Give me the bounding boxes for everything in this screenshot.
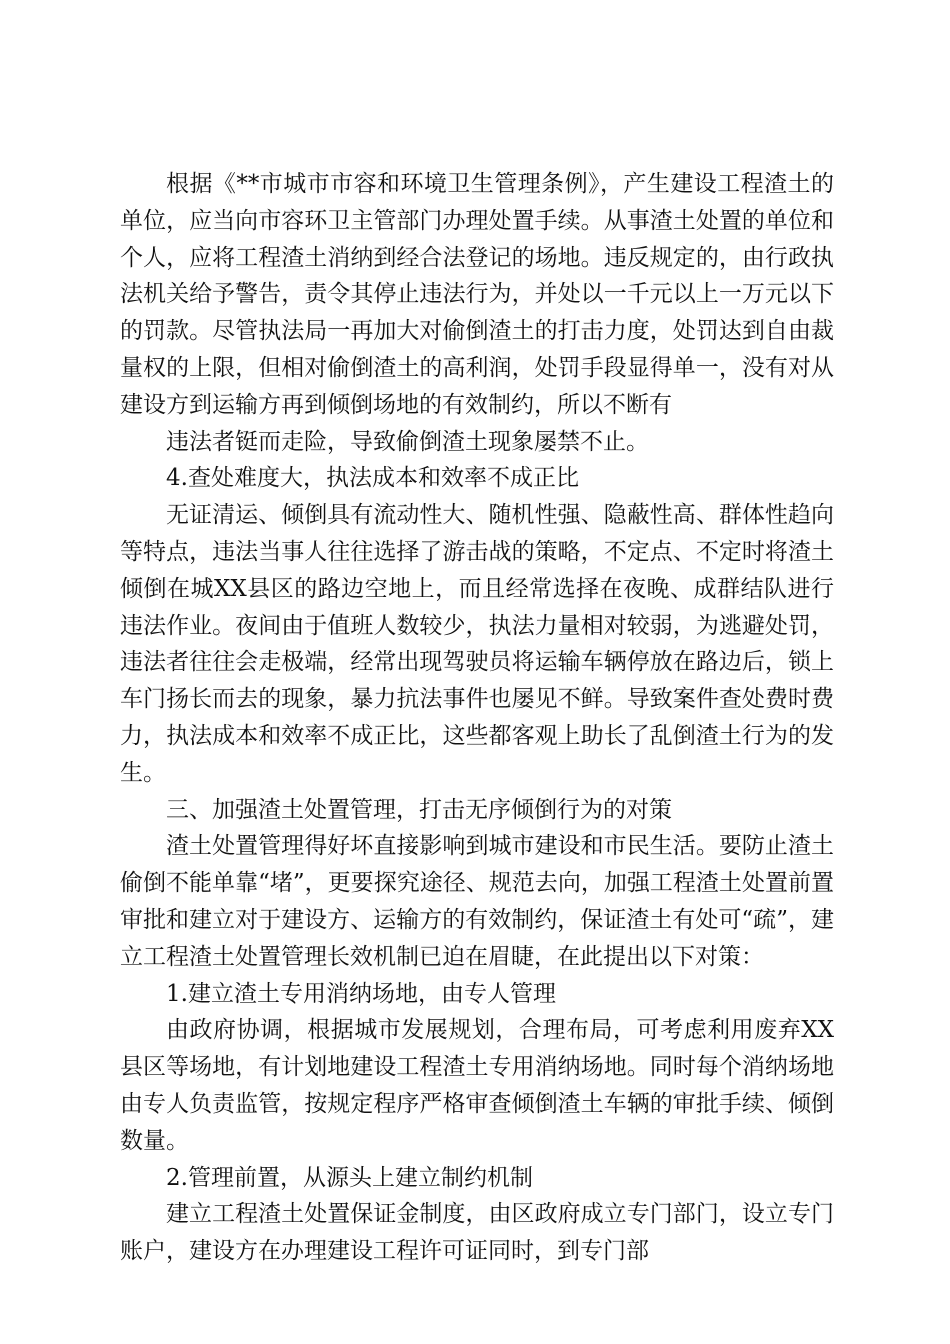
subsection-heading-2: 2.管理前置，从源头上建立制约机制 [166, 1164, 533, 1191]
paragraph-5: 由政府协调，根据城市发展规划，合理布局，可考虑利用废弃XX县区等场地，有计划地建设工程渣土专用消纳场地。同时每个消纳场地由专人负责监管，按规定程序严格审查倾倒渣土车辆的审批手续、倾倒数量。 [120, 1017, 834, 1154]
subsection-heading-1: 1.建立渣土专用消纳场地，由专人管理 [166, 980, 556, 1007]
document-body [120, 166, 834, 1270]
paragraph-2: 违法者铤而走险，导致偷倒渣土现象屡禁不止。 [166, 428, 649, 455]
section-heading-4: 4.查处难度大，执法成本和效率不成正比 [166, 465, 579, 492]
paragraph-4: 渣土处置管理得好坏直接影响到城市建设和市民生活。要防止渣土偷倒不能单靠“堵”，更要探究途径、规范去向，加强工程渣土处置前置审批和建立对于建设方、运输方的有效制约，保证渣土有处可“疏”，建立工程渣土处置管理长效机制已迫在眉睫，在此提出以下对策： [120, 833, 834, 970]
paragraph-3: 无证清运、倾倒具有流动性大、随机性强、隐蔽性高、群体性趋向等特点，违法当事人往往选择了游击战的策略，不定点、不定时将渣土倾倒在城XX县区的路边空地上，而且经常选择在夜晚、成群结队进行违法作业。夜间由于值班人数较少，执法力量相对较弱，为逃避处罚，违法者往往会走极端，经常出现驾驶员将运输车辆停放在路边后，锁上车门扬长而去的现象，暴力抗法事件也屡见不鲜。导致案件查处费时费力，执法成本和效率不成正比，这些都客观上助长了乱倒渣土行为的发生。 [120, 502, 834, 786]
paragraph-1: 根据《**市城市市容和环境卫生管理条例》，产生建设工程渣土的单位，应当向市容环卫主管部门办理处置手续。从事渣土处置的单位和个人，应将工程渣土消纳到经合法登记的场地。违反规定的，由行政执法机关给予警告，责令其停止违法行为，并处以一千元以上一万元以下的罚款。尽管执法局一再加大对偷倒渣土的打击力度，处罚达到自由裁量权的上限，但相对偷倒渣土的高利润，处罚手段显得单一，没有对从建设方到运输方再到倾倒场地的有效制约，所以不断有 [120, 171, 834, 418]
section-heading-3: 三、加强渣土处置管理，打击无序倾倒行为的对策 [166, 796, 672, 823]
paragraph-6: 建立工程渣土处置保证金制度，由区政府成立专门部门，设立专门账户，建设方在办理建设工程许可证同时，到专门部 [120, 1201, 834, 1265]
